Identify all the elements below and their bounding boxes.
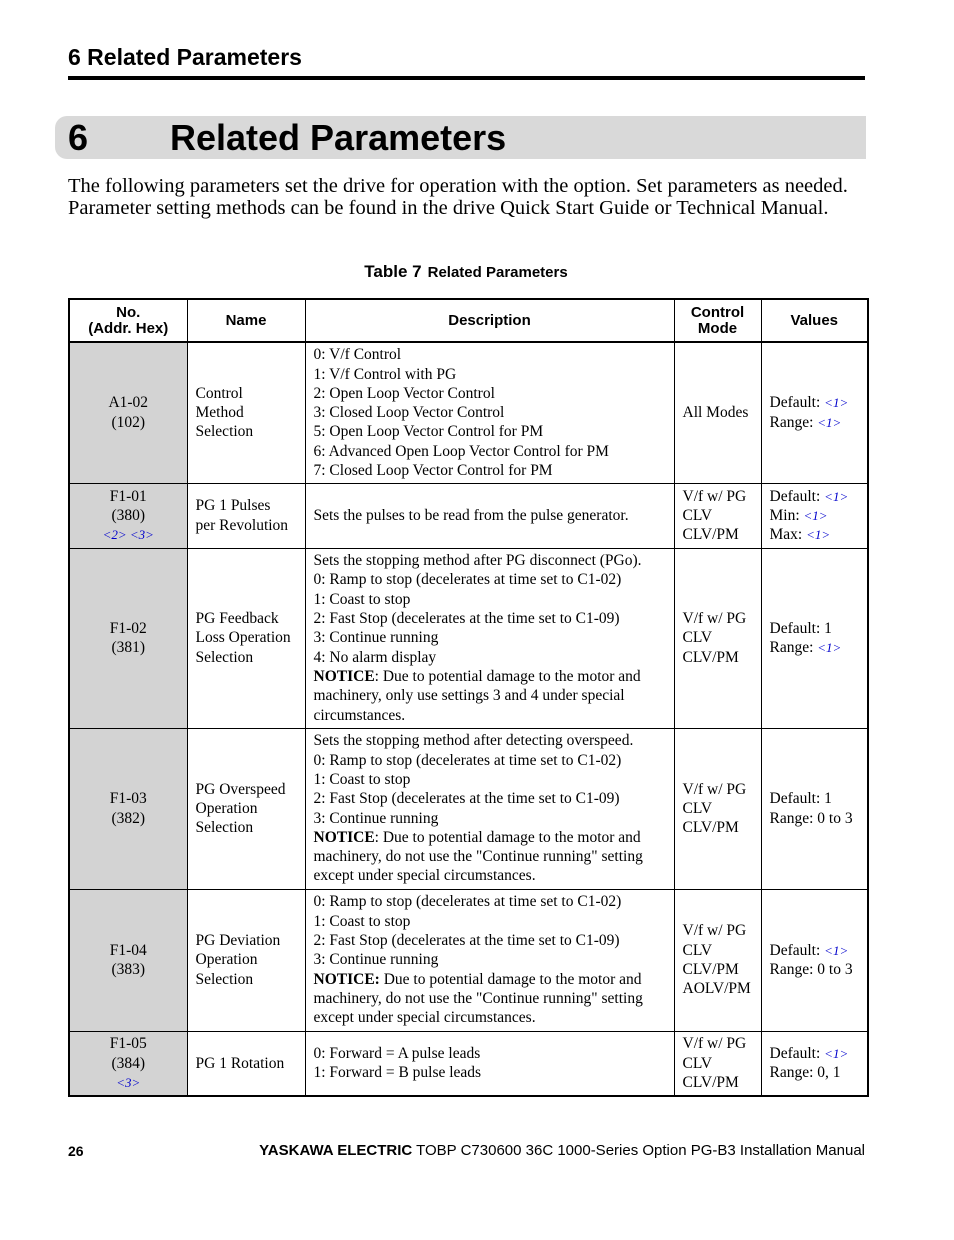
param-name-line: PG Overspeed: [195, 780, 286, 798]
param-name-cell: [187, 728, 305, 889]
description-line: 1: Coast to stop: [313, 770, 411, 788]
description-line: 3: Continue running: [313, 629, 439, 647]
description-line: 1: Coast to stop: [313, 912, 411, 930]
value-line: [770, 525, 860, 544]
description-line: 3: Continue running: [313, 951, 439, 969]
param-name-cell: [187, 889, 305, 1031]
param-number: F1-04: [109, 941, 147, 959]
param-address: (102): [111, 413, 146, 431]
value-label: Default:: [769, 487, 825, 505]
value-line: [770, 1063, 860, 1082]
param-name-line: Operation: [195, 799, 258, 817]
value-label: Default:: [769, 941, 825, 959]
notice-text: [314, 667, 666, 725]
header-no-line2: (Addr. Hex): [88, 319, 169, 337]
description-line: 2: Fast Stop (decelerates at the time set to C1-09): [313, 932, 620, 950]
control-mode-line: V/f w/ PG: [682, 780, 747, 798]
table-row: [69, 548, 868, 728]
table-row: [69, 889, 868, 1031]
value-note-ref: <1>: [824, 488, 849, 504]
param-name-line: PG Deviation: [195, 932, 281, 950]
notice-text: [314, 970, 666, 1028]
control-mode-line: V/f w/ PG: [682, 922, 747, 940]
intro-paragraph: The following parameters set the drive for operation with the option. Set parameters as needed. Parameter setting methods can be found in the drive Quick Start Guide or Technical Manual.: [68, 175, 848, 219]
values-cell: [761, 548, 868, 728]
param-number-cell: [69, 342, 187, 483]
value-line: [770, 619, 860, 638]
value-label: Range: 0, 1: [769, 1064, 841, 1082]
param-name-line: Control: [195, 384, 243, 402]
table-row: [69, 342, 868, 483]
value-line: [770, 413, 860, 432]
header-mode-line1: Control: [690, 303, 745, 321]
param-description-cell: [305, 483, 674, 548]
table-header-row: [69, 299, 868, 342]
param-name-line: Selection: [195, 423, 254, 441]
value-line: [770, 941, 860, 960]
control-mode-line: CLV/PM: [682, 526, 739, 544]
param-description-cell: [305, 548, 674, 728]
header-no-line1: No.: [116, 303, 141, 321]
value-label: Default:: [769, 394, 825, 412]
values-cell: [761, 1031, 868, 1096]
param-name-cell: [187, 342, 305, 483]
control-mode-line: CLV: [682, 629, 713, 647]
param-description-cell: [305, 342, 674, 483]
header-description: Description: [305, 299, 674, 342]
control-mode-line: CLV/PM: [682, 648, 739, 666]
param-number-cell: [69, 483, 187, 548]
value-line: [770, 960, 860, 979]
value-line: [770, 789, 860, 808]
description-line: Sets the stopping method after detecting overspeed.: [313, 732, 634, 750]
description-line: 4: No alarm display: [313, 648, 437, 666]
value-label: Range:: [769, 413, 818, 431]
notice-body: Due to potential damage to the motor and machinery, do not use the "Continue running" setting except under special circumstances.: [313, 970, 643, 1027]
description-line: 5: Open Loop Vector Control for PM: [313, 423, 544, 441]
value-label: Range:: [769, 639, 818, 656]
description-line: 2: Open Loop Vector Control: [313, 384, 495, 402]
param-name-line: PG Feedback: [195, 610, 279, 628]
value-line: [770, 393, 860, 412]
param-name-cell: [187, 548, 305, 728]
value-line: [770, 506, 860, 525]
section-number: 6: [68, 117, 89, 158]
table-row: [69, 728, 868, 889]
description-line: 0: V/f Control: [313, 346, 402, 364]
value-label: Max:: [769, 526, 807, 544]
notice-body: : Due to potential damage to the motor and machinery, only use settings 3 and 4 under special circumstances.: [313, 667, 641, 724]
param-address: (384): [111, 1054, 146, 1072]
param-address: (382): [111, 809, 146, 827]
table-row: [69, 483, 868, 548]
value-note-ref: <1>: [806, 527, 831, 543]
value-label: Default:: [769, 1044, 825, 1062]
table-row: [69, 1031, 868, 1096]
control-mode-line: CLV/PM: [682, 1073, 739, 1091]
footer-manual-title: TOBP C730600 36C 1000-Series Option PG-B3 Installation Manual: [412, 1142, 865, 1159]
value-note-ref: <1>: [803, 507, 828, 523]
param-number: F1-01: [109, 487, 147, 505]
param-note-refs: <3>: [116, 1074, 141, 1090]
header-mode-line2: Mode: [697, 319, 738, 337]
control-mode-line: AOLV/PM: [682, 980, 751, 998]
description-line: 1: V/f Control with PG: [313, 365, 457, 383]
control-mode-line: All Modes: [682, 404, 749, 422]
notice-label: NOTICE: [313, 667, 375, 685]
control-mode-line: CLV: [682, 1054, 713, 1072]
value-label: Default: 1: [769, 790, 832, 808]
value-line: [770, 1044, 860, 1063]
description-line: 1: Coast to stop: [313, 590, 411, 608]
description-line: 7: Closed Loop Vector Control for PM: [313, 461, 553, 479]
value-line: [770, 809, 860, 828]
notice-label: NOTICE: [313, 828, 375, 846]
control-mode-cell: [674, 1031, 761, 1096]
value-note-ref: <1>: [824, 395, 849, 411]
value-label: Min:: [769, 506, 804, 524]
value-label: Range: 0 to 3: [769, 961, 853, 978]
param-address: (381): [111, 639, 146, 656]
values-cell: [761, 342, 868, 483]
control-mode-line: V/f w/ PG: [682, 1035, 747, 1053]
section-title: Related Parameters: [170, 117, 507, 158]
param-description-cell: [305, 728, 674, 889]
related-parameters-table: [68, 298, 869, 1097]
param-name-line: PG 1 Pulses: [195, 497, 271, 515]
param-description-cell: [305, 889, 674, 1031]
param-name-line: Operation: [195, 951, 258, 969]
description-line: 3: Continue running: [313, 809, 439, 827]
running-header: 6 Related Parameters: [68, 44, 302, 70]
value-label: Range: 0 to 3: [769, 809, 853, 827]
param-note-refs: <2> <3>: [102, 527, 154, 543]
description-line: 1: Forward = B pulse leads: [313, 1064, 482, 1082]
control-mode-cell: [674, 483, 761, 548]
values-cell: [761, 889, 868, 1031]
header-control-mode: [674, 299, 761, 342]
header-rule: [68, 76, 865, 80]
param-description-cell: [305, 1031, 674, 1096]
param-number-cell: [69, 889, 187, 1031]
description-line: 0: Ramp to stop (decelerates at time set to C1-02): [313, 893, 622, 911]
param-name-line: Loss Operation: [195, 629, 291, 647]
notice-body: : Due to potential damage to the motor and machinery, do not use the "Continue running" setting except under special circumstances.: [313, 828, 643, 885]
param-number: F1-03: [109, 790, 147, 808]
notice-text: [314, 828, 666, 886]
param-number: F1-02: [109, 619, 147, 637]
notice-label: NOTICE:: [313, 970, 380, 988]
description-line: 0: Ramp to stop (decelerates at time set to C1-02): [313, 571, 622, 589]
control-mode-cell: [674, 889, 761, 1031]
param-address: (383): [111, 961, 146, 978]
value-note-ref: <1>: [817, 640, 842, 655]
control-mode-line: CLV: [682, 506, 713, 524]
values-cell: [761, 483, 868, 548]
param-number: F1-05: [109, 1035, 147, 1053]
param-number-cell: [69, 1031, 187, 1096]
footer-title: [259, 1142, 865, 1159]
description-line: 6: Advanced Open Loop Vector Control for PM: [313, 442, 609, 460]
param-name-line: Selection: [195, 970, 254, 988]
description-line: 0: Ramp to stop (decelerates at time set to C1-02): [313, 751, 622, 769]
table-caption-title: Related Parameters: [427, 264, 568, 281]
header-values: Values: [761, 299, 868, 342]
param-address: (380): [111, 506, 146, 524]
param-name-line: PG 1 Rotation: [195, 1054, 285, 1072]
control-mode-cell: [674, 548, 761, 728]
param-name-line: Method: [195, 404, 244, 422]
table-caption: [0, 262, 932, 282]
table-caption-number: Table 7: [364, 262, 422, 281]
control-mode-cell: [674, 342, 761, 483]
page-number: 26: [68, 1143, 84, 1159]
value-line: [770, 638, 860, 657]
description-line: 2: Fast Stop (decelerates at the time set to C1-09): [313, 790, 620, 808]
value-note-ref: <1>: [824, 1045, 849, 1061]
description-line: 0: Forward = A pulse leads: [313, 1044, 481, 1062]
control-mode-line: CLV/PM: [682, 819, 739, 837]
values-cell: [761, 728, 868, 889]
control-mode-line: V/f w/ PG: [682, 610, 747, 628]
param-name-line: Selection: [195, 819, 254, 837]
description-line: 2: Fast Stop (decelerates at the time set to C1-09): [313, 610, 620, 628]
param-number: A1-02: [108, 394, 149, 412]
value-note-ref: <1>: [817, 414, 842, 430]
param-name-line: per Revolution: [195, 516, 289, 534]
value-note-ref: <1>: [824, 942, 849, 958]
control-mode-cell: [674, 728, 761, 889]
param-number-cell: [69, 728, 187, 889]
value-label: Default: 1: [769, 619, 832, 637]
header-no: [69, 299, 187, 342]
param-name-cell: [187, 483, 305, 548]
param-number-cell: [69, 548, 187, 728]
value-line: [770, 487, 860, 506]
control-mode-line: V/f w/ PG: [682, 487, 747, 505]
control-mode-line: CLV: [682, 941, 713, 959]
description-line: Sets the pulses to be read from the pulse generator.: [313, 506, 629, 524]
header-name: Name: [187, 299, 305, 342]
description-line: Sets the stopping method after PG disconnect (PGo).: [313, 552, 642, 570]
control-mode-line: CLV: [682, 799, 713, 817]
footer-brand: YASKAWA ELECTRIC: [259, 1142, 413, 1159]
param-name-cell: [187, 1031, 305, 1096]
description-line: 3: Closed Loop Vector Control: [313, 404, 505, 422]
control-mode-line: CLV/PM: [682, 961, 739, 978]
param-name-line: Selection: [195, 648, 254, 666]
